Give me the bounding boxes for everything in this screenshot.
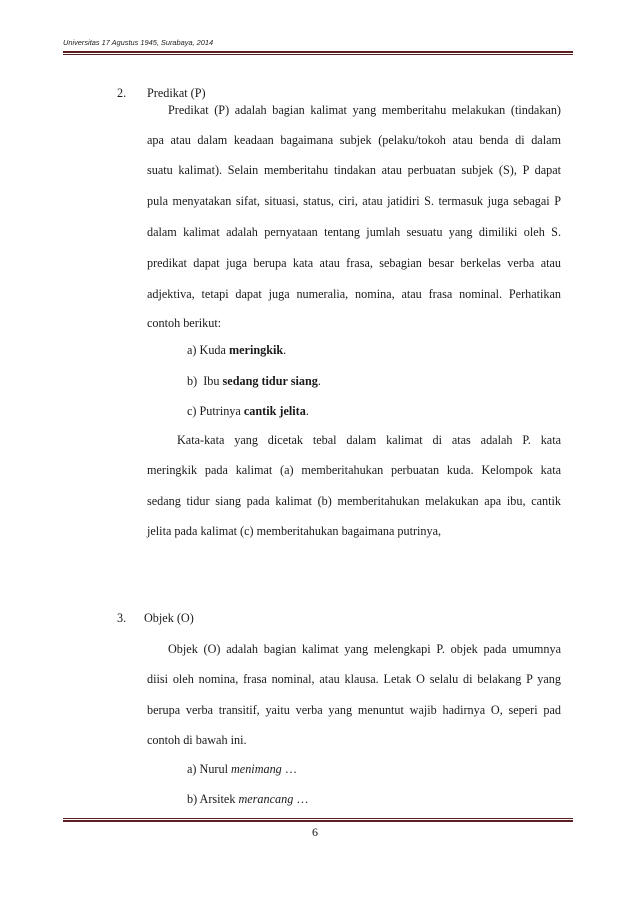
example-marker: b) <box>187 374 198 388</box>
s2-para1-line-5: dalam kalimat adalah pernyataan tentang jumlah sesuatu yang dimiliki oleh S. <box>147 225 561 239</box>
example-punct: . <box>317 374 321 388</box>
example-text: Putrinya <box>199 404 244 418</box>
section-3-number: 3. <box>117 611 127 625</box>
s2-para1-line-1: Predikat (P) adalah bagian kalimat yang memberitahu melakukan (tindakan) <box>168 103 561 117</box>
s2-para2-line-2: meringkik pada kalimat (a) memberitahukan perbuatan kuda. Kelompok kata <box>147 463 561 477</box>
example-marker: c) <box>187 404 197 418</box>
example-predicate: cantik jelita <box>243 404 306 418</box>
s3-para1-line-1: Objek (O) adalah bagian kalimat yang melengkapi P. objek pada umumnya <box>168 642 561 656</box>
example-text: Arsitek <box>199 792 239 806</box>
example-punct: . <box>305 404 309 418</box>
s2-example-c <box>187 404 309 418</box>
s2-example-a <box>187 343 286 357</box>
s2-para1-line-3: suatu kalimat). Selain memberitahu tindakan atau perbuatan subjek (S), P dapat <box>147 163 561 177</box>
page-number: 6 <box>312 825 318 839</box>
s3-example-b <box>187 792 309 806</box>
footer-rule <box>63 818 573 822</box>
s2-para1-line-7: adjektiva, tetapi dapat juga numeralia, nomina, atau frasa nominal. Perhatikan <box>147 287 561 301</box>
example-predicate: sedang tidur siang <box>222 374 318 388</box>
section-3-title: Objek (O) <box>144 611 194 625</box>
example-verb: merancang <box>238 792 294 806</box>
s2-para2-line-3: sedang tidur siang pada kalimat (b) memberitahukan melakukan apa ibu, cantik <box>147 494 561 508</box>
example-ellipsis: … <box>293 792 309 806</box>
example-predicate: meringkik <box>228 343 284 357</box>
s2-para1-line-6: predikat dapat juga berupa kata atau frasa, sebagian besar berkelas verba atau <box>147 256 561 270</box>
example-ellipsis: … <box>281 762 298 776</box>
header-rule <box>63 51 573 55</box>
example-text: Nurul <box>199 762 231 776</box>
s2-para1-line-4: pula menyatakan sifat, situasi, status, ciri, atau jatidiri S. termasuk juga sebagai P <box>147 194 561 208</box>
s2-example-b <box>187 374 321 388</box>
s3-para1-line-2: diisi oleh nomina, frasa nominal, atau klausa. Letak O selalu di belakang P yang <box>147 672 561 686</box>
example-text: Kuda <box>199 343 229 357</box>
section-2-number: 2. <box>117 86 127 100</box>
running-header: Universitas 17 Agustus 1945, Surabaya, 2014 <box>63 38 214 47</box>
s3-para1-line-4: contoh di bawah ini. <box>147 733 247 747</box>
section-2-title: Predikat (P) <box>147 86 206 100</box>
s2-para2-line-1: Kata-kata yang dicetak tebal dalam kalimat di atas adalah P. kata <box>177 433 561 447</box>
example-punct: . <box>283 343 287 357</box>
s3-para1-line-3: berupa verba transitif, yaitu verba yang menuntut wajib hadirnya O, seperi pad <box>147 703 561 717</box>
s3-example-a <box>187 762 297 776</box>
example-marker: b) <box>187 792 198 806</box>
s2-para2-line-4: jelita pada kalimat (c) memberitahukan bagaimana putrinya, <box>147 524 442 538</box>
example-verb: menimang <box>231 762 282 776</box>
example-marker: a) <box>187 762 197 776</box>
s2-para1-line-8: contoh berikut: <box>147 316 222 330</box>
example-text: Ibu <box>203 374 223 388</box>
example-marker: a) <box>187 343 197 357</box>
s2-para1-line-2: apa atau dalam keadaan bagaimana subjek (pelaku/tokoh atau benda di dalam <box>147 133 561 147</box>
